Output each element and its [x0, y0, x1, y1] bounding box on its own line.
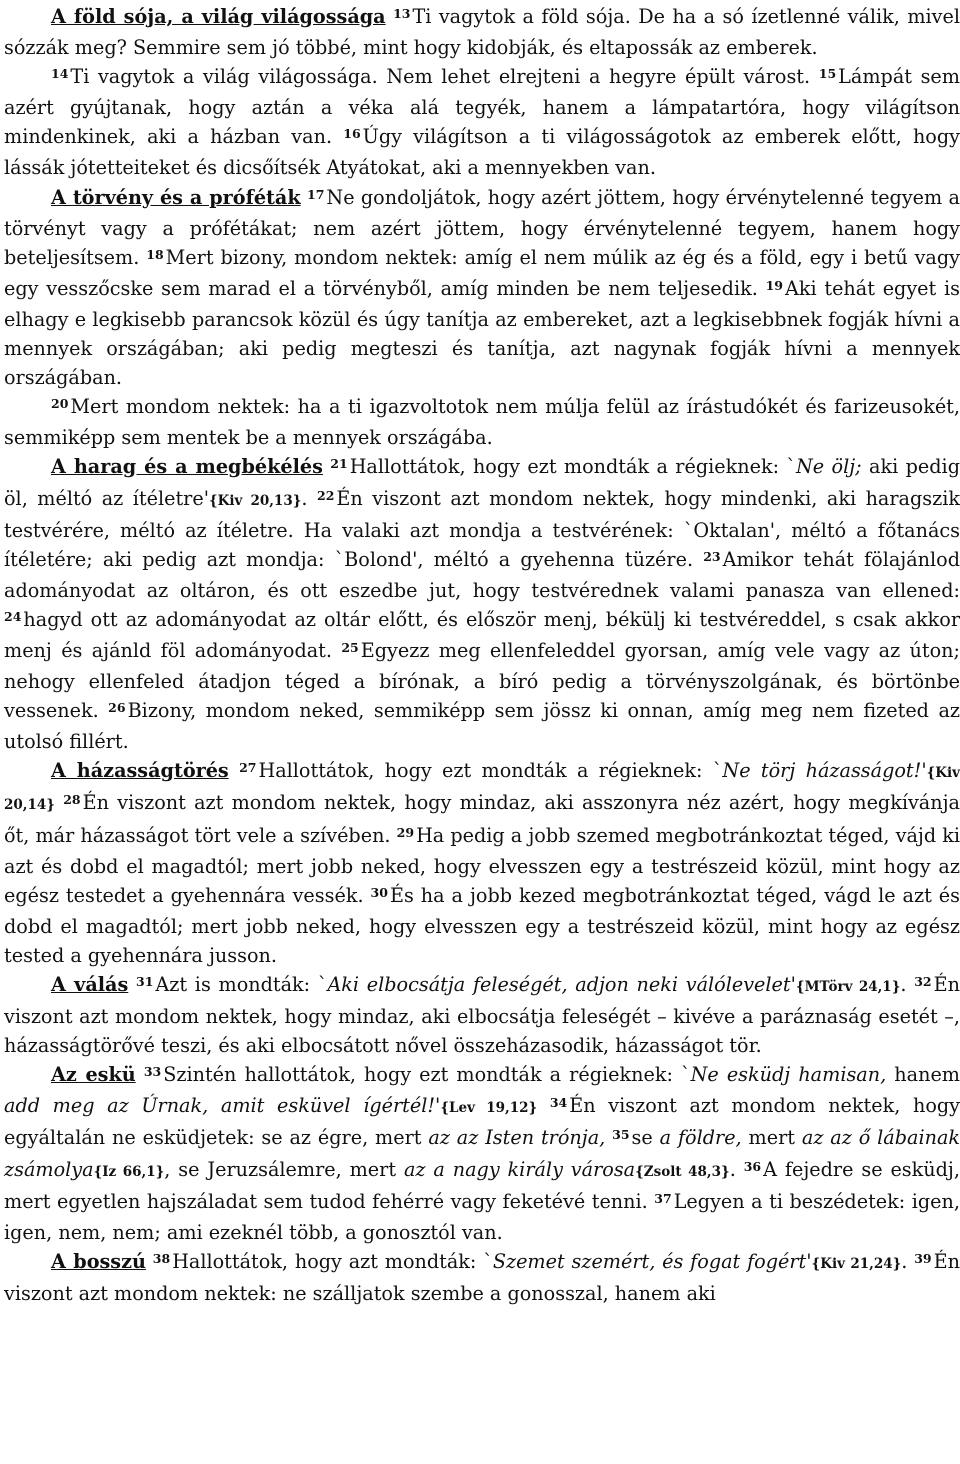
paragraph — [4, 62, 960, 182]
verse-number: 35 — [612, 1127, 630, 1143]
verse-number: 30 — [370, 884, 388, 900]
verse-number: 16 — [343, 126, 361, 142]
verse-number: 15 — [818, 66, 837, 82]
paragraph — [4, 452, 960, 756]
verse-text: Ne gondoljátok, hogy azért jöttem, hogy érvénytelenné tegyem a törvényt vagy a prófétákat; nem azért jöttem, hogy érvénytelenné tegyem, hanem hogy beteljesítsem. — [4, 185, 960, 269]
verse-text: . — [301, 486, 308, 510]
paragraph — [4, 1060, 960, 1247]
verse-number: 23 — [703, 548, 721, 564]
verse-number: 13 — [393, 6, 411, 21]
section-heading: A törvény és a próféták — [51, 185, 301, 209]
verse-number: 17 — [307, 186, 325, 202]
quotation: az az Isten trónja, — [428, 1126, 606, 1150]
verse-number: 29 — [396, 824, 415, 840]
verse-number: 32 — [914, 974, 932, 989]
verse-number: 20 — [51, 396, 69, 412]
verse-number: 34 — [549, 1095, 568, 1111]
verse-text: Én viszont azt mondom nektek: ne szálljatok szembe a gonosszal, hanem aki — [4, 1249, 960, 1305]
scripture-reference: {Kiv 20,13} — [208, 492, 302, 509]
verse-number: 21 — [330, 456, 348, 472]
verse-text: Mert mondom nektek: ha a ti igazvoltotok nem múlja felül az írástudókét és farizeusokét, semmiképp sem mentek be a mennyek országába. — [4, 395, 960, 450]
verse-text: hagyd ott az adományodat az oltár előtt, és először menj, békülj ki testvéreddel, s csak akkor menj és ajánld föl adományodat. — [4, 607, 960, 662]
verse-number: 25 — [341, 639, 359, 655]
verse-text: . — [900, 973, 907, 996]
verse-text: . — [729, 1157, 736, 1181]
verse-text: Ti vagytok a föld sója. De ha a só ízetlenné válik, mivel sózzák meg? Semmire sem jó többé, mint hogy kidobják, és eltapossák az emberek. — [4, 5, 960, 60]
verse-text: Mert bizony, mondom nektek: amíg el nem múlik az ég és a föld, egy i betű vagy egy vesszőcske sem marad el a törvényből, amíg minden be nem teljesedik. — [4, 245, 960, 300]
verse-text: Hallottátok, hogy ezt mondták a régieknek: ` — [349, 455, 797, 479]
verse-text: , se Jeruzsálemre, mert — [164, 1157, 404, 1181]
scripture-reference: {Kiv 20,14} — [4, 765, 960, 814]
verse-number: 27 — [239, 760, 257, 776]
quotation: Ne ölj; — [796, 455, 862, 479]
verse-text: És ha a jobb kezed megbotránkoztat téged, vágd le azt és dobd el magadtól; mert jobb neked, hogy elvesszen egy a testrészeid közül, mint hogy az egész tested a gyehennára jusson. — [4, 883, 960, 967]
verse-number: 37 — [654, 1190, 672, 1206]
quotation: az a nagy király városa — [403, 1157, 636, 1181]
verse-number: 24 — [4, 608, 22, 624]
verse-text: Úgy világítson a ti világosságotok az emberek előtt, hogy lássák jótetteiteket és dicsőítsék Atyátokat, aki a mennyekben van. — [4, 125, 960, 180]
verse-text: Én viszont azt mondom nektek, hogy mindenki, aki haragszik testvérére, méltó az ítéletre. Ha valaki azt mondja a testvérének: `Oktalan', méltó a főtanács ítéletére; aki pedig azt mondja: `Bolond', méltó a gyehenna tüzére. — [4, 486, 960, 571]
verse-number: 22 — [317, 487, 335, 503]
section-heading: A föld sója, a világ világossága — [51, 5, 386, 28]
verse-text: mert — [741, 1126, 802, 1150]
quotation: add meg az Úrnak, amit esküvel ígértél!' — [4, 1094, 441, 1118]
quotation: Aki elbocsátja feleségét, adjon neki válólevelet' — [327, 973, 796, 996]
verse-number: 33 — [143, 1064, 162, 1080]
verse-text: se — [631, 1126, 660, 1150]
quotation: Szemet szemért, és fogat fogért' — [492, 1249, 812, 1273]
scripture-reference: {Lev 19,12} — [440, 1100, 538, 1117]
verse-text: Én viszont azt mondom nektek, hogy egyáltalán ne esküdjetek: se az égre, mert — [4, 1094, 960, 1150]
verse-text: hanem — [886, 1063, 960, 1087]
quotation: Ne esküdj hamisan, — [690, 1063, 887, 1087]
verse-text: aki pedig öl, méltó az ítéletre' — [4, 455, 960, 510]
section-heading: A válás — [51, 973, 129, 996]
verse-text: Aki tehát egyet is elhagy e legkisebb parancsok közül és úgy tanítja az embereket, azt a legkisebbnek fogják hívni a mennyek országában; aki pedig megteszi és tanítja, azt nagynak fogják hívni a mennyek országában. — [4, 276, 960, 390]
scripture-reference: {MTörv 24,1} — [795, 979, 901, 995]
verse-number: 39 — [914, 1250, 932, 1266]
section-heading: A bosszú — [51, 1249, 146, 1273]
verse-number: 31 — [136, 974, 154, 989]
verse-text: Egyezz meg ellenfeleddel gyorsan, amíg vele vagy az úton; nehogy ellenfeled átadjon téged a bírónak, a bíró pedig a törvényszolgának, és börtönbe vessenek. — [4, 638, 960, 723]
verse-text: Hallottátok, hogy ezt mondták a régieknek: ` — [258, 759, 723, 783]
verse-number: 18 — [146, 246, 164, 262]
verse-text: Azt is mondták: ` — [155, 973, 328, 996]
scripture-reference: {Kiv 21,24} — [811, 1255, 902, 1272]
section-heading: A házasságtörés — [51, 759, 229, 783]
verse-text: Én viszont azt mondom nektek, hogy mindaz, aki asszonyra néz azért, hogy megkívánja őt, már házasságot tört vele a szívében. — [4, 791, 960, 847]
quotation: Ne törj házasságot!' — [722, 759, 927, 783]
quotation: az az ő lábainak zsámolya — [4, 1126, 960, 1181]
verse-number: 38 — [152, 1250, 171, 1266]
paragraph — [4, 970, 960, 1060]
verse-text: Amikor tehát fölajánlod adományodat az oltáron, és ott eszedbe jut, hogy testvérednek valami panasza van ellened: — [4, 547, 960, 602]
paragraph — [4, 756, 960, 970]
verse-text: Lámpát sem azért gyújtanak, hogy aztán a véka alá tegyék, hanem a lámpatartóra, hogy világítson mindenkinek, aki a házban van. — [4, 65, 960, 149]
paragraph — [4, 392, 960, 452]
paragraph — [4, 183, 960, 393]
paragraph — [4, 2, 960, 62]
scripture-reference: {Iz 66,1} — [93, 1163, 165, 1180]
verse-text: . — [901, 1249, 908, 1273]
verse-text: Ti vagytok a világ világossága. Nem lehet elrejteni a hegyre épült várost. — [70, 65, 811, 89]
verse-number: 28 — [63, 792, 81, 808]
verse-text: Bizony, mondom neked, semmiképp sem jössz ki onnan, amíg meg nem fizeted az utolsó fillért. — [4, 699, 960, 754]
section-heading: A harag és a megbékélés — [51, 455, 323, 479]
verse-text: Én viszont azt mondom nektek, hogy mindaz, aki elbocsátja feleségét – kivéve a paráznaság esetét –, házasságtörővé teszi, és aki elbocsátott nővel összeházasodik, házasságot tör. — [4, 973, 960, 1058]
verse-number: 19 — [765, 277, 783, 293]
quotation: a földre, — [659, 1126, 742, 1150]
verse-text: Szintén hallottátok, hogy ezt mondták a régieknek: ` — [163, 1063, 691, 1087]
verse-number: 26 — [108, 700, 126, 716]
scripture-reference: {Zsolt 48,3} — [635, 1163, 730, 1180]
verse-text: Ha pedig a jobb szemed megbotránkoztat téged, vájd ki azt és dobd el magadtól; mert jobb neked, hogy elvesszen egy a testrészeid közül, mint hogy az egész testedet a gyehennára vessék. — [4, 823, 960, 907]
verse-text: Hallottátok, hogy azt mondták: ` — [172, 1249, 493, 1273]
verse-text: A fejedre se esküdj, mert egyetlen hajszáladat sem tudod fehérré vagy feketévé tenni. — [4, 1157, 960, 1213]
paragraph — [4, 1247, 960, 1308]
verse-text: Legyen a ti beszédetek: igen, igen, nem, nem; ami ezeknél több, a gonosztól van. — [4, 1189, 960, 1244]
verse-number: 36 — [743, 1158, 762, 1174]
section-heading: Az eskü — [51, 1063, 136, 1087]
verse-number: 14 — [51, 66, 69, 82]
